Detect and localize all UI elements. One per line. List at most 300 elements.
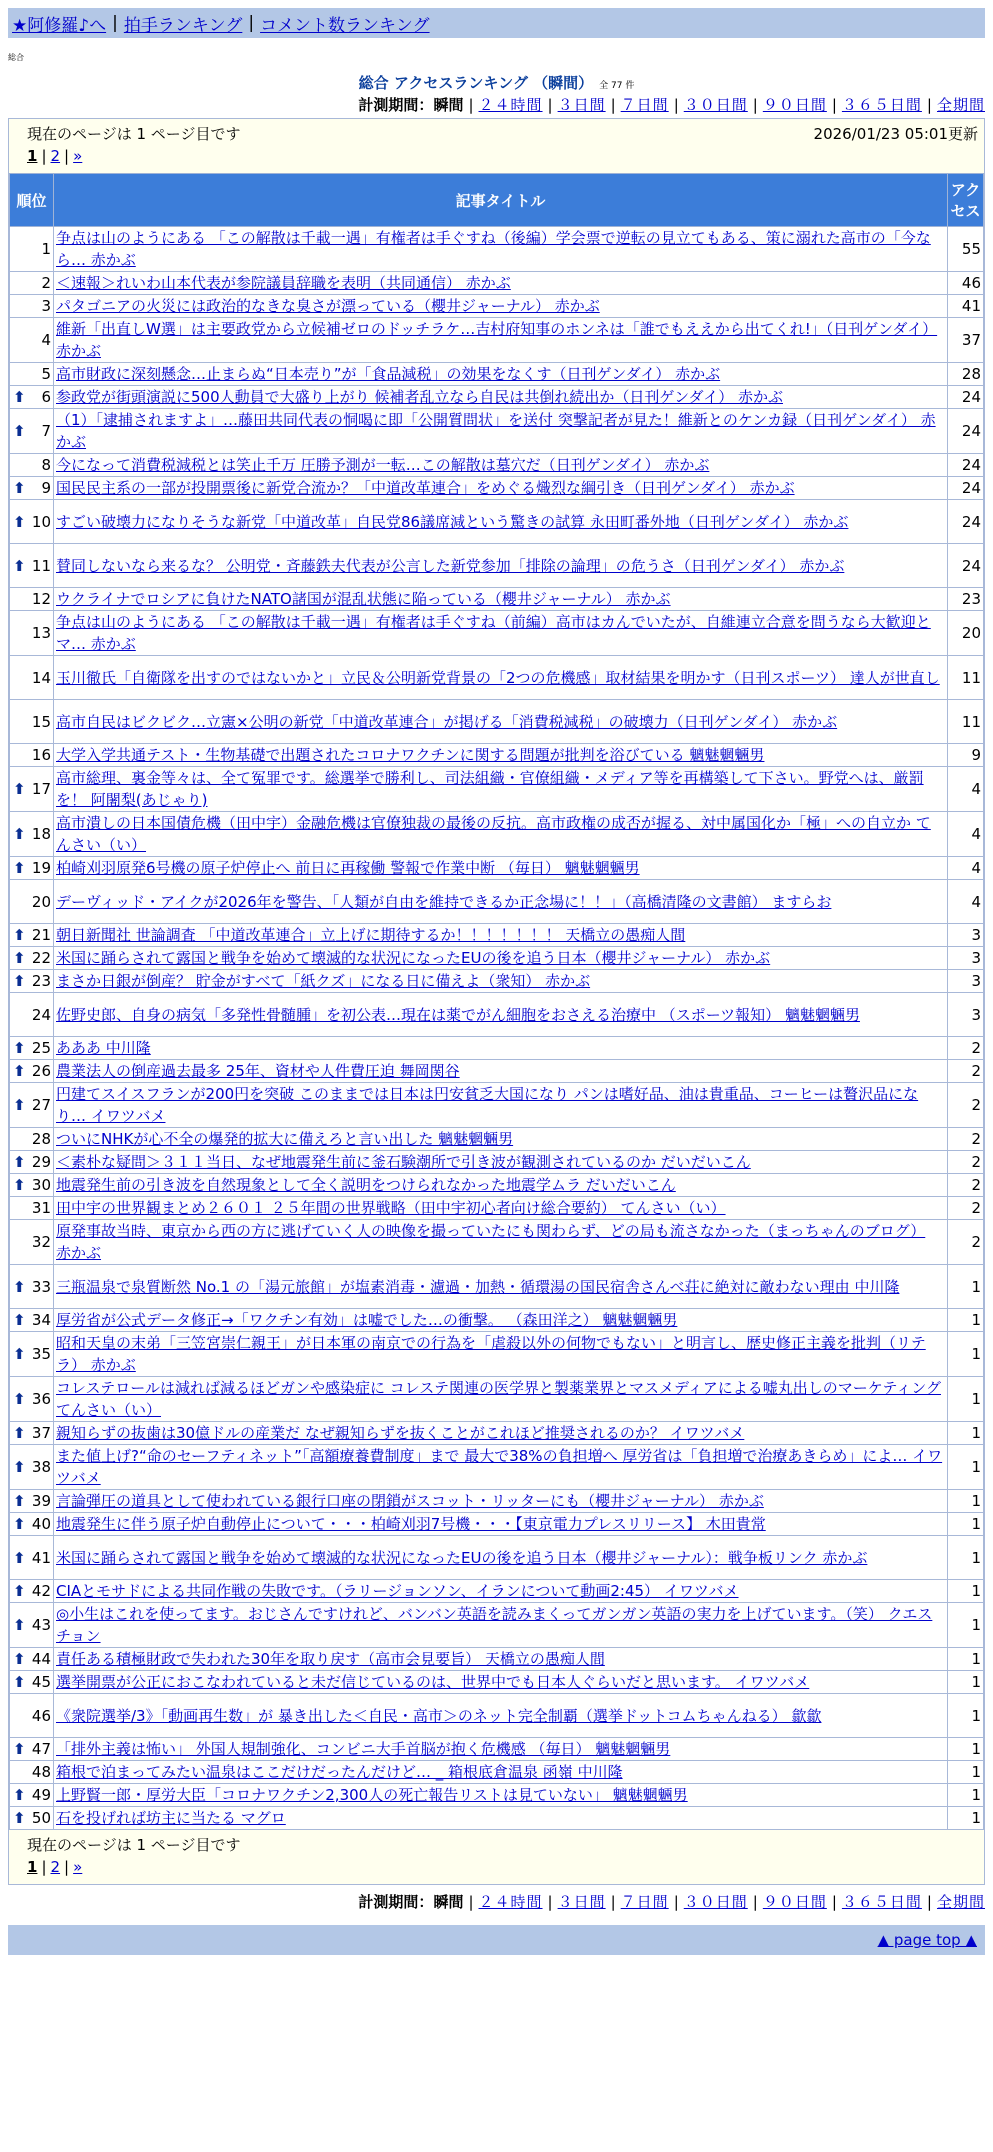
pager-page-link[interactable]: 2 — [50, 147, 61, 165]
rank-number: 16 — [31, 746, 51, 764]
title-cell — [54, 409, 948, 454]
table-row — [10, 363, 984, 386]
rank-cell — [10, 318, 54, 363]
article-link[interactable]: ついにNHKが心不全の爆発的拡大に備えろと言い出した 魑魅魍魎男 — [56, 1130, 514, 1148]
title-cell — [54, 1197, 948, 1220]
rank-number: 11 — [31, 556, 51, 575]
article-link[interactable]: 三瓶温泉で泉質断然 No.1 の「湯元旅館」が塩素消毒・濾過・加熱・循環湯の国民宿舎さんべ荘に絶対に敵わない理由 中川隆 — [56, 1277, 900, 1296]
article-link[interactable]: 農業法人の倒産過去最多 25年、資材や人件費圧迫 舞岡関谷 — [56, 1062, 460, 1080]
title-cell — [54, 1536, 948, 1580]
title-cell — [54, 544, 948, 588]
rank-number: 42 — [31, 1582, 51, 1600]
article-link[interactable]: （1）「逮捕されますよ」…藤田共同代表の恫喝に即「公開質問状」を送付 突撃記者が見た！維新とのケンカ録（日刊ゲンダイ） 赤かぶ — [56, 411, 936, 451]
up-arrow-icon: ⬆ — [13, 1311, 26, 1329]
top-nav-bar — [8, 8, 985, 38]
rank-cell — [10, 1694, 54, 1738]
nav-separator: | — [248, 13, 255, 33]
up-arrow-icon: ⬆ — [13, 556, 26, 575]
rank-cell — [10, 588, 54, 611]
table-row — [10, 1151, 984, 1174]
table-row — [10, 1490, 984, 1513]
rank-number: 28 — [31, 1130, 51, 1148]
rank-cell — [10, 1807, 54, 1830]
article-link[interactable]: 朝日新聞社 世論調査 「中道改革連合」立上げに期待するか！！！！！！！ 天橋立の愚痴人間 — [56, 926, 686, 944]
page-top-link[interactable]: ▲ page top ▲ — [877, 1931, 977, 1949]
title-cell — [54, 363, 948, 386]
rank-cell — [10, 857, 54, 880]
article-link[interactable]: 争点は山のようにある 「この解散は千載一遇」有権者は手ぐすね（前編）高市はカんでいたが、自維連立合意を問うなら大歓迎とマ… 赤かぶ — [56, 613, 931, 653]
access-count: 2 — [948, 1151, 984, 1174]
period-link[interactable]: ７日間 — [620, 96, 669, 114]
rank-number: 34 — [31, 1311, 51, 1329]
category-label: 総合 — [8, 53, 24, 62]
article-link[interactable]: 大学入学共通テスト・生物基礎で出題されたコロナワクチンに関する問題が批判を浴びている 魑魅魍魎男 — [56, 746, 765, 764]
rank-number: 25 — [31, 1039, 51, 1057]
table-row — [10, 386, 984, 409]
period-link[interactable]: 全期間 — [936, 96, 985, 114]
pager-next-link[interactable]: » — [73, 1858, 83, 1876]
rank-number: 27 — [31, 1096, 51, 1114]
article-link[interactable]: まさか日銀が倒産？ 貯金がすべて「紙クズ」になる日に備えよ（衆知） 赤かぶ — [56, 972, 591, 990]
period-separator: | — [547, 1893, 553, 1911]
rank-cell — [10, 1445, 54, 1490]
article-link[interactable]: ＜速報＞れいわ山本代表が参院議員辞職を表明（共同通信） 赤かぶ — [56, 274, 511, 292]
title-cell — [54, 500, 948, 544]
clap-ranking-link[interactable]: 拍手ランキング — [123, 15, 243, 36]
rank-number: 37 — [31, 1424, 51, 1442]
rank-number: 36 — [31, 1390, 51, 1408]
article-link[interactable]: 今になって消費税減税とは笑止千万 圧勝予測が一転…この解散は墓穴だ（日刊ゲンダイ） 赤かぶ — [56, 456, 710, 474]
article-link[interactable]: コレステロールは減れば減るほどガンや感染症に コレステ関連の医学界と製薬業界とマスメディアによる嘘丸出しのマーケティング てんさい（い） — [56, 1379, 941, 1419]
rank-number: 39 — [31, 1492, 51, 1510]
period-link[interactable]: ７日間 — [620, 1893, 669, 1911]
rank-cell — [10, 1174, 54, 1197]
access-count: 4 — [948, 857, 984, 880]
rank-cell — [10, 993, 54, 1037]
access-count: 1 — [948, 1603, 984, 1648]
period-link[interactable]: ９０日間 — [762, 96, 827, 114]
access-count: 46 — [948, 272, 984, 295]
access-count: 2 — [948, 1220, 984, 1265]
table-row — [10, 544, 984, 588]
article-link[interactable]: パタゴニアの火災には政治的なきな臭さが漂っている（櫻井ジャーナル） 赤かぶ — [56, 297, 600, 315]
article-link[interactable]: 玉川徹氏「自衛隊を出すのではないかと」立民＆公明新党背景の「2つの危機感」取材結果を明かす（日刊スポーツ） 達人が世直し — [56, 668, 940, 687]
pager-separator: | — [64, 1858, 70, 1876]
period-separator: | — [610, 1893, 616, 1911]
period-separator: | — [673, 1893, 679, 1911]
access-count: 20 — [948, 611, 984, 656]
article-link[interactable]: 言論弾圧の道具として使われている銀行口座の閉鎖がスコット・リッターにも（櫻井ジャーナル） 赤かぶ — [56, 1492, 764, 1510]
up-arrow-icon: ⬆ — [13, 1515, 26, 1533]
table-row — [10, 744, 984, 767]
access-count: 37 — [948, 318, 984, 363]
rank-number: 44 — [31, 1650, 51, 1668]
table-row — [10, 1603, 984, 1648]
title-cell — [54, 272, 948, 295]
access-count: 41 — [948, 295, 984, 318]
article-link[interactable]: 参政党が街頭演説に500人動員で大盛り上がり 候補者乱立なら自民は共倒れ続出か（日刊ゲンダイ） 赤かぶ — [56, 388, 783, 406]
rank-cell — [10, 227, 54, 272]
title-cell — [54, 1738, 948, 1761]
rank-number: 35 — [31, 1345, 51, 1363]
period-link[interactable]: ３０日間 — [683, 96, 748, 114]
table-row — [10, 1332, 984, 1377]
rank-number: 46 — [31, 1706, 51, 1725]
access-count: 1 — [948, 1265, 984, 1309]
rank-number: 40 — [31, 1515, 51, 1533]
up-arrow-icon: ⬆ — [13, 1345, 26, 1363]
rank-number: 9 — [41, 479, 51, 497]
rank-number: 19 — [31, 859, 51, 877]
table-row — [10, 477, 984, 500]
rank-cell — [10, 1332, 54, 1377]
period-separator: | — [831, 96, 837, 114]
rank-number: 23 — [31, 972, 51, 990]
rank-cell — [10, 363, 54, 386]
rank-cell — [10, 611, 54, 656]
article-link[interactable]: 「排外主義は怖い」 外国人規制強化、コンビニ大手首脳が抱く危機感 （毎日） 魑魅魍魎男 — [56, 1740, 671, 1758]
table-row — [10, 857, 984, 880]
period-link[interactable]: 全期間 — [936, 1893, 985, 1911]
table-row — [10, 611, 984, 656]
article-link[interactable]: ウクライナでロシアに負けたNATO諸国が混乱状態に陥っている（櫻井ジャーナル） 赤かぶ — [56, 590, 671, 608]
rank-number: 1 — [41, 240, 51, 258]
period-link[interactable]: ３日間 — [557, 96, 606, 114]
up-arrow-icon: ⬆ — [13, 1582, 26, 1600]
page-info-top — [9, 119, 984, 173]
table-row — [10, 295, 984, 318]
period-link[interactable]: ３０日間 — [683, 1893, 748, 1911]
up-arrow-icon: ⬆ — [13, 1740, 26, 1758]
rank-number: 8 — [41, 456, 51, 474]
table-row — [10, 1761, 984, 1784]
rank-number: 43 — [31, 1616, 51, 1634]
title-cell — [54, 1083, 948, 1128]
access-count: 3 — [948, 947, 984, 970]
period-label: 計測期間： — [358, 96, 434, 114]
period-link[interactable]: ２４時間 — [478, 1893, 543, 1911]
up-arrow-icon: ⬆ — [13, 926, 26, 944]
rank-cell — [10, 744, 54, 767]
article-link[interactable]: あああ 中川隆 — [56, 1039, 151, 1057]
title-cell — [54, 227, 948, 272]
rank-number: 30 — [31, 1176, 51, 1194]
article-link[interactable]: 高市財政に深刻懸念…止まらぬ“日本売り”が「食品減税」の効果をなくす（日刊ゲンダイ） 赤かぶ — [56, 365, 721, 383]
up-arrow-icon: ⬆ — [13, 1277, 26, 1296]
rank-number: 24 — [31, 1005, 51, 1024]
rank-number: 48 — [31, 1763, 51, 1781]
period-link[interactable]: ２４時間 — [478, 96, 543, 114]
rank-cell — [10, 767, 54, 812]
table-row — [10, 1671, 984, 1694]
title-cell — [54, 611, 948, 656]
access-count: 2 — [948, 1174, 984, 1197]
article-link[interactable]: 国民民主系の一部が投開票後に新党合流か？「中道改革連合」をめぐる熾烈な綱引き（日刊ゲンダイ） 赤かぶ — [56, 479, 795, 497]
title-cell — [54, 1220, 948, 1265]
period-separator: | — [926, 1893, 932, 1911]
article-link[interactable]: 高市潰しの日本国債危機（田中宇）金融危機は官僚独裁の最後の反抗。高市政権の成否が握る、対中属国化か「極」への自立か てんさい（い） — [56, 814, 931, 854]
article-link[interactable]: 円建てスイスフランが200円を突破 このままでは日本は円安貧乏大国になり パンは嗜好品、油は貴重品、コーヒーは贅沢品になり… イワツバメ — [56, 1085, 919, 1125]
title-cell — [54, 744, 948, 767]
rank-cell — [10, 1513, 54, 1536]
table-row — [10, 1580, 984, 1603]
article-link[interactable]: 地震発生前の引き波を自然現象として全く説明をつけられなかった地震学ムラ だいだいこん — [56, 1176, 676, 1194]
access-count: 24 — [948, 454, 984, 477]
rank-cell — [10, 1761, 54, 1784]
title-cell — [54, 1671, 948, 1694]
title-cell — [54, 656, 948, 700]
table-row — [10, 588, 984, 611]
rank-cell — [10, 1671, 54, 1694]
up-arrow-icon: ⬆ — [13, 1650, 26, 1668]
rank-number: 7 — [41, 422, 51, 440]
up-arrow-icon: ⬆ — [13, 422, 26, 440]
article-link[interactable]: 柏崎刈羽原発6号機の原子炉停止へ 前日に再稼働 警報で作業中断 （毎日） 魑魅魍魎男 — [56, 859, 640, 877]
rank-cell — [10, 1738, 54, 1761]
nav-separator: | — [112, 13, 118, 33]
title-cell — [54, 1422, 948, 1445]
up-arrow-icon: ⬆ — [13, 1786, 26, 1804]
up-arrow-icon: ⬆ — [13, 1039, 26, 1057]
rank-cell — [10, 500, 54, 544]
title-cell — [54, 767, 948, 812]
article-link[interactable]: また値上げ?“命のセーフティネット”「高額療養費制度」まで 最大で38%の負担増へ 厚労省は「負担増で治療あきらめ」によ… イワツバメ — [56, 1447, 943, 1487]
table-row — [10, 1037, 984, 1060]
up-arrow-icon: ⬆ — [13, 388, 26, 406]
title-cell — [54, 1174, 948, 1197]
article-link[interactable]: デーヴィッド・アイクが2026年を警告、「人類が自由を維持できるか正念場に！！」（高橋清隆の文書館） ますらお — [56, 892, 832, 911]
title-cell — [54, 588, 948, 611]
access-count: 1 — [948, 1536, 984, 1580]
article-link[interactable]: 地震発生に伴う原子炉自動停止について・・・柏崎刈羽7号機・・・【東京電力プレスリリース】 木田貴常 — [56, 1515, 766, 1533]
article-link[interactable]: 《衆院選挙/3》「動画再生数」が 暴き出した＜自民・高市＞のネット完全制覇（選挙ドットコムちゃんねる） 歙歙 — [56, 1706, 822, 1725]
title-cell — [54, 947, 948, 970]
access-count: 3 — [948, 993, 984, 1037]
access-count: 24 — [948, 386, 984, 409]
rank-number: 33 — [31, 1277, 51, 1296]
rank-cell — [10, 1648, 54, 1671]
table-row — [10, 1694, 984, 1738]
period-separator: | — [547, 96, 553, 114]
article-link[interactable]: 昭和天皇の末弟「三笠宮崇仁親王」が日本軍の南京での行為を「虐殺以外の何物でもない」と明言し、歴史修正主義を批判（リテラ） 赤かぶ — [56, 1334, 926, 1374]
article-link[interactable]: 選挙開票が公正におこなわれていると未だ信じているのは、世界中でも日本人ぐらいだと思います。 イワツバメ — [56, 1673, 810, 1691]
table-row — [10, 1174, 984, 1197]
article-link[interactable]: 佐野史郎、自身の病気「多発性骨髄腫」を初公表…現在は薬でがん細胞をおさえる治療中 （スポーツ報知） 魑魅魍魎男 — [56, 1005, 860, 1024]
table-row — [10, 970, 984, 993]
title-cell — [54, 1265, 948, 1309]
article-link[interactable]: 箱根で泊まってみたい温泉はここだけだったんだけど… _ 箱根底倉温泉 函嶺 中川隆 — [56, 1763, 623, 1781]
rank-number: 31 — [31, 1199, 51, 1217]
article-link[interactable]: 田中宇の世界観まとめ２６０１ ２５年間の世界戦略（田中宇初心者向け総合要約） てんさい（い） — [56, 1199, 726, 1217]
article-link[interactable]: 米国に踊らされて露国と戦争を始めて壊滅的な状況になったEUの後を追う日本（櫻井ジャーナル） 赤かぶ — [56, 949, 771, 967]
table-row — [10, 924, 984, 947]
access-count: 1 — [948, 1580, 984, 1603]
table-row — [10, 318, 984, 363]
title-cell — [54, 857, 948, 880]
up-arrow-icon: ⬆ — [13, 1809, 26, 1827]
title-cell — [54, 1377, 948, 1422]
article-link[interactable]: 厚労省が公式データ修正→「ワクチン有効」は嘘でした…の衝撃。 （森田洋之） 魑魅魍魎男 — [56, 1311, 678, 1329]
access-count: 1 — [948, 1738, 984, 1761]
article-link[interactable]: 賛同しないなら来るな？ 公明党・斉藤鉄夫代表が公言した新党参加「排除の論理」の危うさ（日刊ゲンダイ） 赤かぶ — [56, 556, 845, 575]
up-arrow-icon: ⬆ — [13, 859, 26, 877]
table-row — [10, 500, 984, 544]
rank-cell — [10, 272, 54, 295]
access-count: 2 — [948, 1197, 984, 1220]
rank-number: 6 — [41, 388, 51, 406]
rank-number: 13 — [31, 624, 51, 642]
rank-cell — [10, 1490, 54, 1513]
pagination — [27, 147, 82, 165]
rank-cell — [10, 1197, 54, 1220]
table-row — [10, 1445, 984, 1490]
article-link[interactable]: 争点は山のようにある 「この解散は千載一遇」有権者は手ぐすね（後編）学会票で逆転の見立てもある、策に溺れた高市の「今なら… 赤かぶ — [56, 229, 931, 269]
article-link[interactable]: 責任ある積極財政で失われた30年を取り戻す（高市会見要旨） 天橋立の愚痴人間 — [56, 1650, 605, 1668]
rank-cell — [10, 295, 54, 318]
rank-cell — [10, 1603, 54, 1648]
table-row — [10, 1265, 984, 1309]
title-header: 記事タイトル — [54, 174, 948, 227]
article-link[interactable]: 高市総理、裏金等々は、全て冤罪です。総選挙で勝利し、司法組織・官僚組織・メディア等を再構築して下さい。野党へは、厳罰を！ 阿闍梨(あじゃり) — [56, 769, 924, 809]
article-link[interactable]: 原発事故当時、東京から西の方に逃げていく人の映像を撮っていたにも関わらず、どの局も流さなかった（まっちゃんのブログ） 赤かぶ — [56, 1222, 926, 1262]
article-link[interactable]: 石を投げれば坊主に当たる マグロ — [56, 1809, 286, 1827]
title-cell — [54, 1694, 948, 1738]
rank-cell — [10, 924, 54, 947]
access-count: 4 — [948, 812, 984, 857]
rank-cell — [10, 1037, 54, 1060]
up-arrow-icon: ⬆ — [13, 1616, 26, 1634]
table-row — [10, 700, 984, 744]
access-count: 1 — [948, 1761, 984, 1784]
article-link[interactable]: 親知らずの抜歯は30億ドルの産業だ なぜ親知らずを抜くことがこれほど推奨されるのか？ イワツバメ — [56, 1424, 745, 1442]
rank-number: 18 — [31, 825, 51, 843]
article-link[interactable]: ◎小生はこれを使ってます。おじさんですけれど、バンバン英語を読みまくってガンガン英語の実力を上げています。（笑） クエスチョン — [56, 1605, 933, 1645]
access-count: 1 — [948, 1694, 984, 1738]
period-separator: | — [468, 96, 474, 114]
access-count: 23 — [948, 588, 984, 611]
up-arrow-icon: ⬆ — [13, 512, 26, 531]
title-cell — [54, 1761, 948, 1784]
up-arrow-icon: ⬆ — [13, 1176, 26, 1194]
rank-cell — [10, 1580, 54, 1603]
title-cell — [54, 1037, 948, 1060]
access-header: アクセス — [948, 174, 984, 227]
ranking-title: 総合 アクセスランキング （瞬間） — [358, 74, 594, 92]
rank-cell — [10, 1422, 54, 1445]
rank-cell — [10, 1536, 54, 1580]
access-count: 24 — [948, 544, 984, 588]
title-cell — [54, 1490, 948, 1513]
period-link[interactable]: ３６５日間 — [841, 96, 922, 114]
rank-number: 22 — [31, 949, 51, 967]
up-arrow-icon: ⬆ — [13, 1062, 26, 1080]
period-separator: | — [752, 96, 758, 114]
access-count: 3 — [948, 970, 984, 993]
period-link[interactable]: ３６５日間 — [841, 1893, 922, 1911]
rank-cell — [10, 1220, 54, 1265]
table-row — [10, 1309, 984, 1332]
access-count: 1 — [948, 1422, 984, 1445]
rank-number: 3 — [41, 297, 51, 315]
pager-page-link[interactable]: 2 — [50, 1858, 61, 1876]
rank-number: 5 — [41, 365, 51, 383]
pager-current-page: 1 — [27, 147, 38, 165]
title-cell — [54, 1784, 948, 1807]
access-count: 1 — [948, 1807, 984, 1830]
rank-cell — [10, 386, 54, 409]
rank-header: 順位 — [10, 174, 54, 227]
article-link[interactable]: ＜素朴な疑問＞３１１当日、なぜ地震発生前に釜石験潮所で引き波が観測されているのか だいだいこん — [56, 1153, 751, 1171]
article-link[interactable]: CIAとモサドによる共同作戦の失敗です。（ラリージョンソン、イランについて動画2:45） イワツバメ — [56, 1582, 739, 1600]
rank-number: 49 — [31, 1786, 51, 1804]
access-count: 1 — [948, 1309, 984, 1332]
rank-number: 4 — [41, 331, 51, 349]
up-arrow-icon: ⬆ — [13, 780, 26, 798]
period-separator: | — [831, 1893, 837, 1911]
article-link[interactable]: 米国に踊らされて露国と戦争を始めて壊滅的な状況になったEUの後を追う日本（櫻井ジャーナル）：戦争板リンク 赤かぶ — [56, 1548, 868, 1567]
table-row — [10, 454, 984, 477]
home-link[interactable]: ★阿修羅♪へ — [12, 15, 107, 36]
access-count: 4 — [948, 880, 984, 924]
title-cell — [54, 1060, 948, 1083]
access-count: 1 — [948, 1377, 984, 1422]
rank-number: 21 — [31, 926, 51, 944]
rank-cell — [10, 1265, 54, 1309]
pagination — [27, 1858, 82, 1876]
article-link[interactable]: 上野賢一郎・厚労大臣「コロナワクチン2,300人の死亡報告リストは見ていない」 魑魅魍魎男 — [56, 1786, 688, 1804]
period-link[interactable]: ９０日間 — [762, 1893, 827, 1911]
table-row — [10, 227, 984, 272]
rank-cell — [10, 1128, 54, 1151]
rank-number: 2 — [41, 274, 51, 292]
title-cell — [54, 1309, 948, 1332]
article-link[interactable]: すごい破壊力になりそうな新党「中道改革」自民党86議席減という驚きの試算 永田町番外地（日刊ゲンダイ） 赤かぶ — [56, 512, 849, 531]
table-row — [10, 1128, 984, 1151]
rank-number: 12 — [31, 590, 51, 608]
period-link[interactable]: ３日間 — [557, 1893, 606, 1911]
table-row — [10, 1784, 984, 1807]
access-count: 3 — [948, 924, 984, 947]
rank-cell — [10, 812, 54, 857]
access-count: 2 — [948, 1037, 984, 1060]
article-link[interactable]: 維新「出直しW選」は主要政党から立候補ゼロのドッチラケ…吉村府知事のホンネは「誰でもええから出てくれ!」（日刊ゲンダイ） 赤かぶ — [56, 320, 938, 360]
total-count: 全 77 件 — [599, 81, 635, 91]
rank-number: 41 — [31, 1548, 51, 1567]
rank-cell — [10, 1060, 54, 1083]
rank-number: 47 — [31, 1740, 51, 1758]
period-label: 計測期間： — [358, 1893, 434, 1911]
table-row — [10, 1083, 984, 1128]
access-count: 2 — [948, 1128, 984, 1151]
rank-cell — [10, 1151, 54, 1174]
pager-current-page: 1 — [27, 1858, 38, 1876]
table-row — [10, 1220, 984, 1265]
table-row — [10, 1513, 984, 1536]
comment-ranking-link[interactable]: コメント数ランキング — [260, 15, 430, 36]
rank-number: 38 — [31, 1458, 51, 1476]
up-arrow-icon: ⬆ — [13, 1492, 26, 1510]
up-arrow-icon: ⬆ — [13, 1153, 26, 1171]
rank-cell — [10, 1784, 54, 1807]
period-separator: | — [468, 1893, 474, 1911]
article-link[interactable]: 高市自民はビクビク…立憲×公明の新党「中道改革連合」が掲げる「消費税減税」の破壊力（日刊ゲンダイ） 赤かぶ — [56, 712, 838, 731]
table-row — [10, 947, 984, 970]
pager-next-link[interactable]: » — [73, 147, 83, 165]
table-row — [10, 1377, 984, 1422]
current-page-text: 現在のページは 1 ページ目です — [27, 1836, 241, 1854]
period-separator: | — [926, 96, 932, 114]
table-row — [10, 767, 984, 812]
